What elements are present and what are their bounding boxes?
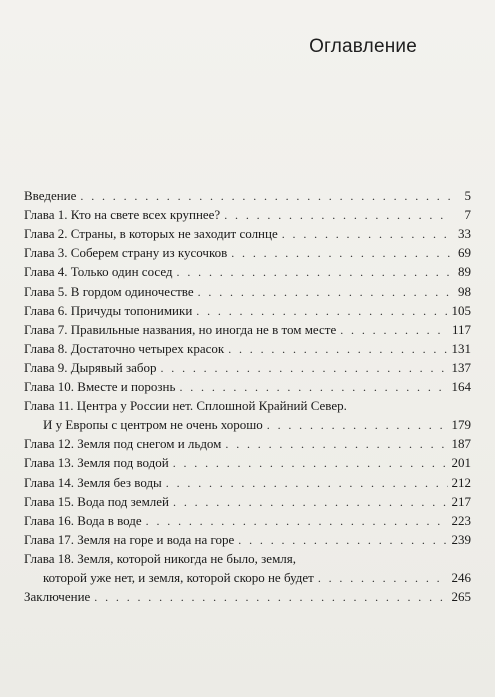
toc-page-number: 201 bbox=[451, 455, 471, 471]
toc-entry-title: Глава 5. В гордом одиночестве bbox=[24, 283, 194, 299]
toc-entry-title: Глава 11. Центра у России нет. Сплошной Крайний Север. bbox=[24, 398, 347, 414]
toc-entry-title: Глава 12. Земля под снегом и льдом bbox=[24, 436, 222, 452]
toc-entry-title: Глава 1. Кто на свете всех крупнее? bbox=[24, 207, 221, 223]
toc-page-number: 239 bbox=[451, 531, 471, 547]
toc-entry bbox=[24, 395, 471, 414]
toc-page-number: 217 bbox=[451, 493, 471, 509]
dot-leader bbox=[166, 475, 448, 491]
toc-entry bbox=[24, 510, 471, 529]
dot-leader bbox=[173, 455, 448, 471]
toc-page-number: 69 bbox=[458, 245, 471, 261]
toc-entry-title: Глава 14. Земля без воды bbox=[24, 474, 162, 490]
toc-entry-continuation bbox=[24, 414, 471, 433]
toc-entry bbox=[24, 357, 471, 376]
toc-entry-title: Глава 2. Страны, в которых не заходит солнце bbox=[24, 226, 278, 242]
toc-entry bbox=[24, 586, 471, 605]
table-of-contents bbox=[24, 185, 471, 605]
toc-entry-title: Глава 15. Вода под землей bbox=[24, 493, 170, 509]
dot-leader bbox=[80, 188, 451, 204]
toc-page-number: 164 bbox=[451, 379, 471, 395]
dot-leader bbox=[231, 245, 451, 261]
toc-entry-title: Глава 13. Земля под водой bbox=[24, 455, 169, 471]
toc-page-number: 246 bbox=[451, 569, 471, 585]
toc-entry-title: Заключение bbox=[24, 589, 91, 605]
toc-entry bbox=[24, 491, 471, 510]
dot-leader bbox=[318, 570, 448, 586]
toc-entry-title: Глава 10. Вместе и порознь bbox=[24, 379, 176, 395]
dot-leader bbox=[177, 264, 451, 280]
toc-entry bbox=[24, 433, 471, 452]
toc-page-number: 89 bbox=[458, 264, 471, 280]
toc-page-number: 105 bbox=[451, 302, 471, 318]
toc-page-number: 223 bbox=[451, 512, 471, 528]
toc-page-number: 137 bbox=[451, 359, 471, 375]
toc-page-number: 179 bbox=[451, 417, 471, 433]
dot-leader bbox=[282, 226, 451, 242]
toc-page-number: 33 bbox=[458, 226, 471, 242]
page-title: Оглавление bbox=[309, 36, 417, 57]
toc-entry-continuation bbox=[24, 567, 471, 586]
toc-entry-title-continued: И у Европы с центром не очень хорошо bbox=[43, 417, 263, 433]
toc-entry-title: Глава 18. Земля, которой никогда не было, земля, bbox=[24, 550, 297, 566]
toc-page-number: 117 bbox=[451, 321, 471, 337]
toc-entry-title: Глава 7. Правильные названия, но иногда не в том месте bbox=[24, 321, 337, 337]
toc-entry-title: Введение bbox=[24, 188, 77, 204]
dot-leader bbox=[94, 589, 447, 605]
toc-entry-title: Глава 17. Земля на горе и вода на горе bbox=[24, 531, 235, 547]
toc-entry bbox=[24, 376, 471, 395]
dot-leader bbox=[267, 417, 448, 433]
toc-entry bbox=[24, 185, 471, 204]
toc-entry-title: Глава 16. Вода в воде bbox=[24, 512, 142, 528]
dot-leader bbox=[228, 341, 447, 357]
toc-entry-title: Глава 3. Соберем страну из кусочков bbox=[24, 245, 228, 261]
toc-entry-title: Глава 9. Дырявый забор bbox=[24, 359, 157, 375]
dot-leader bbox=[146, 513, 448, 529]
toc-entry-title: Глава 8. Достаточно четырех красок bbox=[24, 340, 225, 356]
toc-entry bbox=[24, 338, 471, 357]
toc-entry bbox=[24, 223, 471, 242]
dot-leader bbox=[340, 322, 448, 338]
toc-entry bbox=[24, 529, 471, 548]
toc-entry bbox=[24, 300, 471, 319]
toc-page-number: 265 bbox=[451, 589, 471, 605]
toc-page-number: 187 bbox=[451, 436, 471, 452]
toc-entry bbox=[24, 471, 471, 490]
toc-page-number: 7 bbox=[464, 207, 471, 223]
toc-entry-title: Глава 4. Только один сосед bbox=[24, 264, 173, 280]
dot-leader bbox=[238, 532, 447, 548]
toc-entry-title-continued: которой уже нет, и земля, которой скоро не будет bbox=[43, 569, 314, 585]
dot-leader bbox=[173, 494, 447, 510]
toc-entry bbox=[24, 452, 471, 471]
toc-page-number: 212 bbox=[451, 474, 471, 490]
toc-entry bbox=[24, 548, 471, 567]
toc-entry bbox=[24, 242, 471, 261]
dot-leader bbox=[179, 379, 447, 395]
dot-leader bbox=[224, 207, 451, 223]
toc-entry bbox=[24, 204, 471, 223]
dot-leader bbox=[196, 303, 447, 319]
dot-leader bbox=[198, 284, 451, 300]
toc-entry bbox=[24, 280, 471, 299]
toc-page-number: 5 bbox=[464, 188, 471, 204]
toc-page-number: 131 bbox=[451, 340, 471, 356]
dot-leader bbox=[225, 436, 447, 452]
dot-leader bbox=[160, 360, 447, 376]
toc-entry-title: Глава 6. Причуды топонимики bbox=[24, 302, 193, 318]
toc-entry bbox=[24, 261, 471, 280]
toc-page-number: 98 bbox=[458, 283, 471, 299]
toc-entry bbox=[24, 319, 471, 338]
